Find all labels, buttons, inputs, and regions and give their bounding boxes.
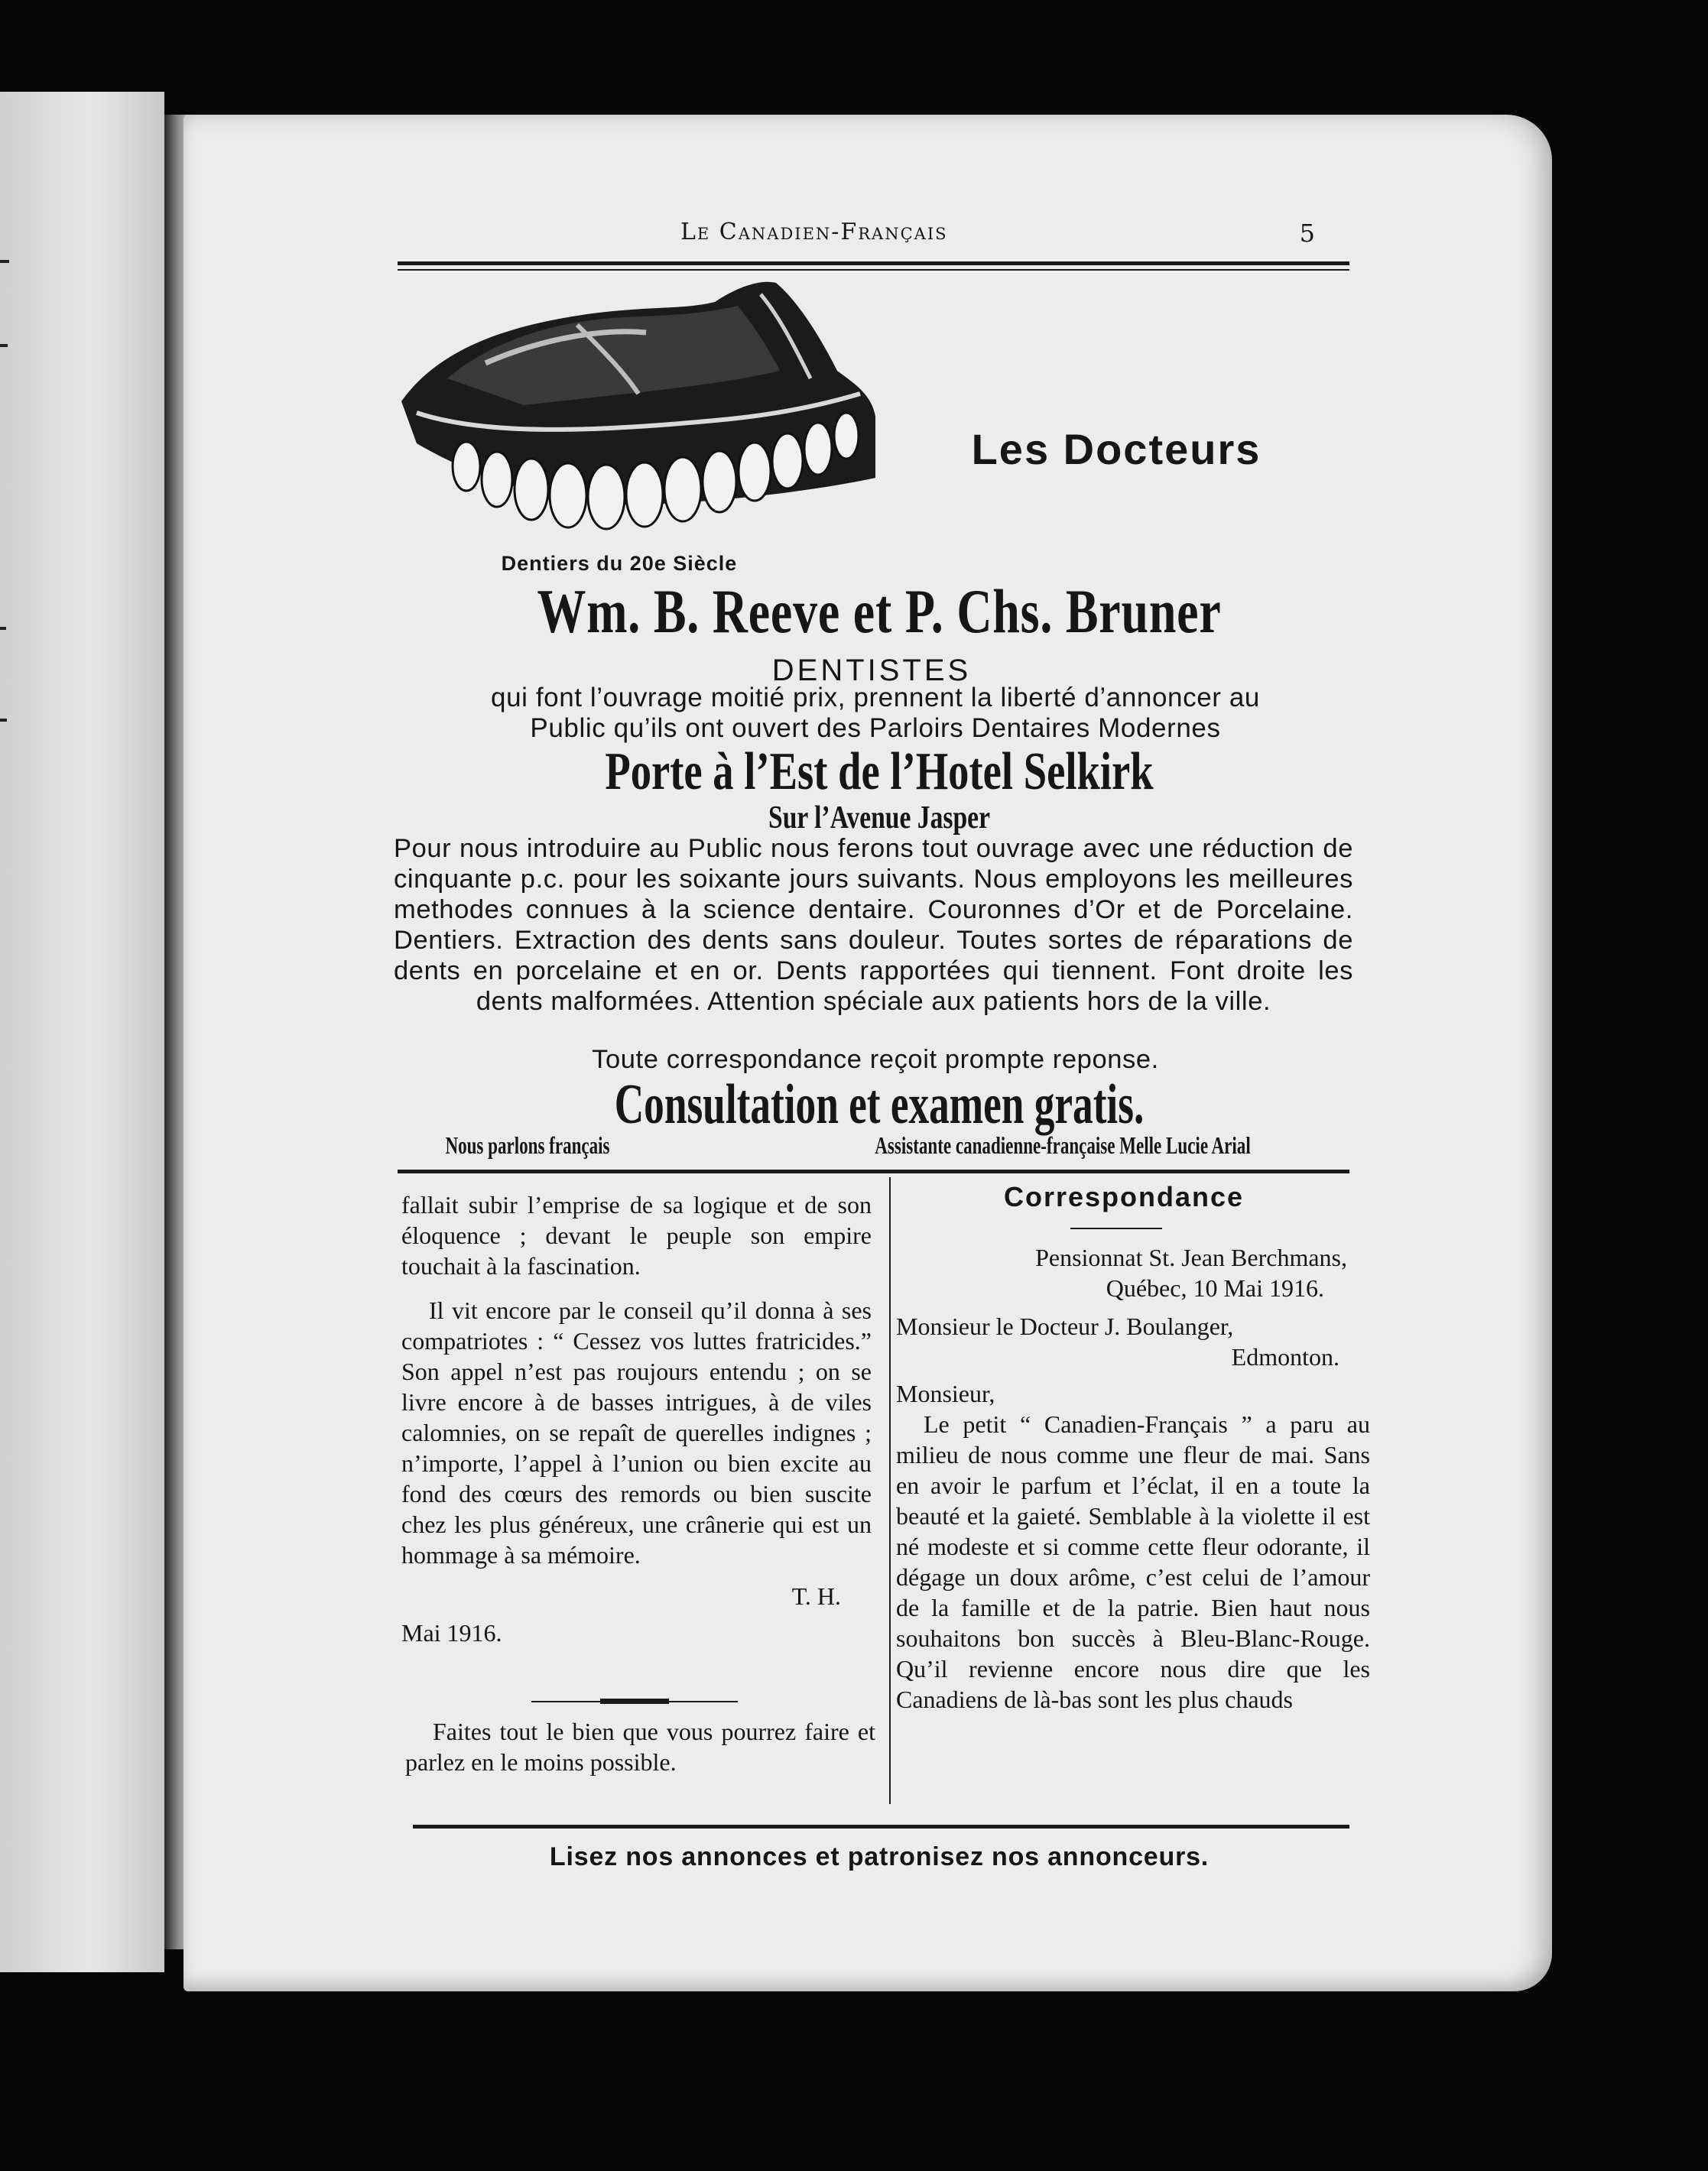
letter-body: Le petit “ Canadien-Français ” a paru au milieu de nous comme une fleur de mai. Sans en avoir le parfum et l’éclat, il en a toute la beauté et la gaieté. Semblable à la violette il est né modeste et si comme cette fleur odorante, il dégage un doux arôme, c’est celui de l’amour de la famille et de la patrie. Bien haut nous souhaitons bon succès à Bleu-Blanc-Rouge. Qu’il revienne encore nous dire que les Canadiens de là-bas sont les plus chauds — [896, 1410, 1370, 1713]
left-column — [401, 1189, 872, 1648]
maxim-text: Faites tout le bien que vous pourrez faire et parlez en le moins possible. — [405, 1718, 875, 1776]
column-divider — [889, 1177, 891, 1804]
ad-language-note: Nous parlons français — [445, 1131, 610, 1159]
left-column-paragraph: Il vit encore par le conseil qu’il donna à ses compatriotes : “ Cessez vos luttes fratricides.” Son appel n’est pas roujours entendu ; on se livre encore à de basses intrigues, à de viles calomnies, on se repaît de querelles indignes ; n’importe, l’appel à l’union ou bien excite au fond des cœurs des remords ou bien suscite chez les plus généreux, une crânerie qui est un hommage à sa mémoire. — [401, 1296, 872, 1569]
facing-page-edge — [0, 92, 164, 1972]
profession-label: DENTISTES — [771, 654, 972, 687]
sender-line-1: Pensionnat St. Jean Berchmans, — [1035, 1244, 1347, 1271]
ad-bottom-rule — [398, 1170, 1349, 1173]
page-number: 5 — [1299, 219, 1315, 248]
dentures-illustration — [394, 279, 887, 543]
recipient-line-2: Edmonton. — [1231, 1343, 1339, 1371]
heading-underline — [1070, 1228, 1162, 1229]
ad-body-text: Pour nous introduire au Public nous ferons tout ouvrage avec une réduction de cinquante p.c. pour les soixante jours suivants. Nous employons les meilleures methodes connues à la science dentaire. Couronnes d’Or et de Porcelaine. Dentiers. Extraction des dents sans douleur. Toutes sortes de réparations de dents en porcelaine et en or. Dents rapportées qui tiennent. Font droite les dents malformées. Attention spéciale aux patients hors de la ville. — [394, 834, 1353, 1016]
footer-slogan: Lisez nos annonces et patronisez nos annonceurs. — [549, 1842, 1210, 1871]
section-ornament-bar — [600, 1699, 669, 1704]
signature: T. H. — [791, 1582, 841, 1610]
ad-intro-line2: Public qu’ils ont ouvert des Parloirs Dentaires Modernes — [530, 713, 1221, 743]
article-date: Mai 1916. — [401, 1619, 502, 1647]
running-header — [398, 219, 1315, 257]
right-column — [896, 1242, 1370, 1715]
footer-rule — [413, 1825, 1349, 1829]
maxim — [405, 1716, 875, 1777]
header-rule-thin — [398, 269, 1349, 271]
recipient-line-1: Monsieur le Docteur J. Boulanger, — [896, 1313, 1234, 1340]
ad-assistant-note: Assistante canadienne-française Melle Lucie Arial — [875, 1131, 1251, 1159]
running-title: Le Canadien-Français — [680, 219, 948, 245]
header-rule — [398, 261, 1349, 265]
doctors-names: Wm. B. Reeve et P. Chs. Bruner — [537, 576, 1222, 646]
ad-location: Porte à l’Est de l’Hotel Selkirk — [605, 742, 1154, 801]
correspondence-heading: Correspondance — [1003, 1181, 1245, 1212]
image-caption: Dentiers du 20e Siècle — [501, 552, 738, 575]
ad-intro-line1: qui font l’ouvrage moitié prix, prennent la liberté d’annoncer au — [491, 683, 1260, 712]
ad-headline: Les Docteurs — [971, 425, 1262, 473]
ad-correspondence-note: Toute correspondance reçoit prompte reponse. — [592, 1045, 1159, 1074]
ad-street: Sur l’Avenue Jasper — [768, 800, 990, 836]
sender-line-2: Québec, 10 Mai 1916. — [1106, 1274, 1324, 1302]
salutation: Monsieur, — [896, 1380, 995, 1407]
ad-consultation: Consultation et examen gratis. — [614, 1073, 1145, 1136]
left-column-paragraph: fallait subir l’emprise de sa logique et de son éloquence ; devant le peuple son empire touchait à la fascination. — [401, 1191, 872, 1280]
